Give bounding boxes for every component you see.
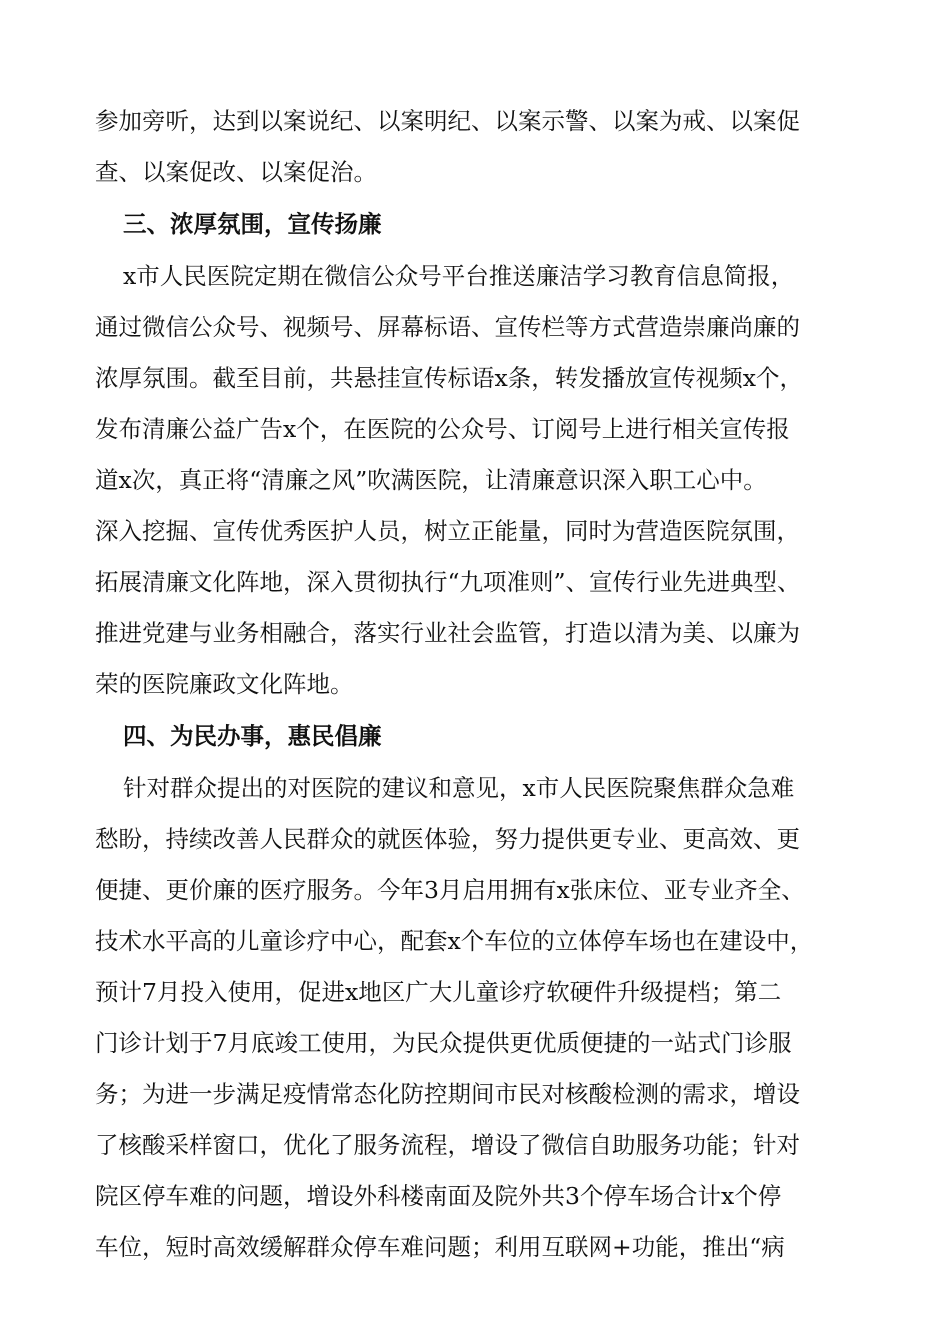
text-line: 院区停车难的问题，增设外科楼南面及院外共3个停车场合计x个停 <box>95 1182 782 1210</box>
text-line: 了核酸采样窗口，优化了服务流程，增设了微信自助服务功能；针对 <box>95 1131 800 1159</box>
text-line: 门诊计划于7月底竣工使用，为民众提供更优质便捷的一站式门诊服 <box>95 1029 792 1057</box>
text-line: 道x次，真正将“清廉之风”吹满医院，让清廉意识深入职工心中。 <box>95 466 767 494</box>
text-line: 浓厚氛围。截至目前，共悬挂宣传标语x条，转发播放宣传视频x个， <box>95 364 804 392</box>
text-line: 愁盼，持续改善人民群众的就医体验，努力提供更专业、更高效、更 <box>95 825 800 853</box>
section-heading: 三、浓厚氛围，宣传扬廉 <box>123 210 382 238</box>
text-line: 荣的医院廉政文化阵地。 <box>95 670 354 698</box>
text-line: x市人民医院定期在微信公众号平台推送廉洁学习教育信息简报， <box>123 262 795 290</box>
text-line: 查、以案促改、以案促治。 <box>95 158 377 186</box>
text-line: 参加旁听，达到以案说纪、以案明纪、以案示警、以案为戒、以案促 <box>95 107 800 135</box>
section-heading: 四、为民办事，惠民倡廉 <box>123 722 382 750</box>
text-line: 拓展清廉文化阵地，深入贯彻执行“九项准则”、宣传行业先进典型、 <box>95 568 801 596</box>
text-line: 便捷、更价廉的医疗服务。今年3月启用拥有x张床位、亚专业齐全、 <box>95 876 805 904</box>
text-line: 发布清廉公益广告x个，在医院的公众号、订阅号上进行相关宣传报 <box>95 415 790 443</box>
text-line: 推进党建与业务相融合，落实行业社会监管，打造以清为美、以廉为 <box>95 619 800 647</box>
text-line: 务；为进一步满足疫情常态化防控期间市民对核酸检测的需求，增设 <box>95 1080 800 1108</box>
text-line: 车位，短时高效缓解群众停车难问题；利用互联网+功能，推出“病 <box>95 1233 785 1261</box>
text-line: 预计7月投入使用，促进x地区广大儿童诊疗软硬件升级提档；第二 <box>95 978 782 1006</box>
text-line: 通过微信公众号、视频号、屏幕标语、宣传栏等方式营造崇廉尚廉的 <box>95 313 800 341</box>
text-line: 针对群众提出的对医院的建议和意见，x市人民医院聚焦群众急难 <box>123 774 795 802</box>
text-line: 技术水平高的儿童诊疗中心，配套x个车位的立体停车场也在建设中， <box>95 927 814 955</box>
text-line: 深入挖掘、宣传优秀医护人员，树立正能量，同时为营造医院氛围， <box>95 517 800 545</box>
